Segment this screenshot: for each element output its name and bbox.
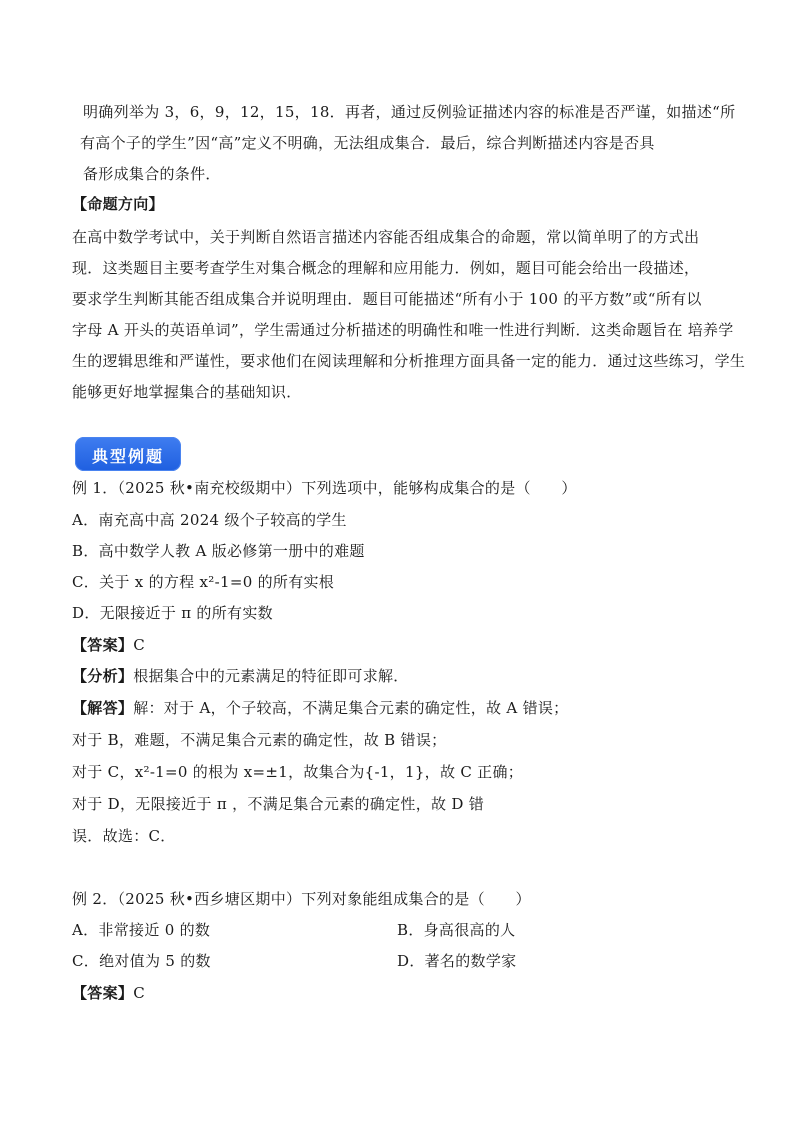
intro-line-2: 有高个子的学生”因“高”定义不明确，无法组成集合．最后，综合判断描述内容是否具 [80,134,655,152]
solution-text-1: 解：对于 A，个子较高，不满足集合元素的确定性，故 A 错误； [133,699,569,717]
example1-answer [72,635,145,655]
direction-heading: 【命题方向】 [72,195,164,213]
example2-question: 例 2．（2025 秋•西乡塘区期中）下列对象能组成集合的是（ ） [72,890,531,908]
intro-line-1: 明确列举为 3，6，9，12，15，18．再者，通过反例验证描述内容的标准是否严谨，如描述“所 [83,103,736,121]
example1-solution-line-1 [72,698,568,718]
example2-option-a: A．非常接近 0 的数 [72,921,211,939]
example1-option-d: D．无限接近于 π 的所有实数 [72,604,273,622]
answer-label: 【答案】 [72,984,134,1002]
direction-line-6: 能够更好地掌握集合的基础知识． [72,383,302,401]
direction-line-3: 要求学生判断其能否组成集合并说明理由．题目可能描述“所有小于 100 的平方数”或“所有以 [72,290,702,308]
typical-examples-badge [75,437,181,471]
answer-value: C [133,636,145,654]
example2-option-b: B．身高很高的人 [397,921,516,939]
example2-answer [72,983,145,1003]
direction-line-4: 字母 A 开头的英语单词”，学生需通过分析描述的明确性和唯一性进行判断．这类命题旨在 培养学 [72,321,734,339]
direction-line-5: 生的逻辑思维和严谨性，要求他们在阅读理解和分析推理方面具备一定的能力．通过这些练习，学生 [72,352,746,370]
example1-analysis [72,666,409,686]
example2-option-c: C．绝对值为 5 的数 [72,952,211,970]
example1-option-a: A．南充高中高 2024 级个子较高的学生 [72,511,347,529]
example1-question: 例 1．（2025 秋•南充校级期中）下列选项中，能够构成集合的是（ ） [72,479,577,497]
example1-solution-line-2: 对于 B，难题，不满足集合元素的确定性，故 B 错误； [72,731,447,749]
answer-label: 【答案】 [72,636,134,654]
example2-option-d: D．著名的数学家 [397,952,517,970]
example1-solution-line-3: 对于 C，x²-1=0 的根为 x=±1，故集合为{-1，1}，故 C 正确； [72,763,524,781]
badge-label: 典型例题 [91,447,164,466]
example1-solution-line-5: 误．故选：C． [72,827,176,845]
direction-line-2: 现．这类题目主要考查学生对集合概念的理解和应用能力．例如，题目可能会给出一段描述， [72,259,700,277]
example1-option-c: C．关于 x 的方程 x²-1=0 的所有实根 [72,573,335,591]
intro-line-3: 备形成集合的条件． [83,165,221,183]
direction-line-1: 在高中数学考试中，关于判断自然语言描述内容能否组成集合的命题，常以简单明了的方式出 [72,228,700,246]
answer-value: C [133,984,145,1002]
example1-option-b: B．高中数学人教 A 版必修第一册中的难题 [72,542,365,560]
analysis-text: 根据集合中的元素满足的特征即可求解． [133,667,409,685]
solution-label: 【解答】 [72,699,134,717]
analysis-label: 【分析】 [72,667,134,685]
example1-solution-line-4: 对于 D，无限接近于 π ，不满足集合元素的确定性，故 D 错 [72,795,485,813]
